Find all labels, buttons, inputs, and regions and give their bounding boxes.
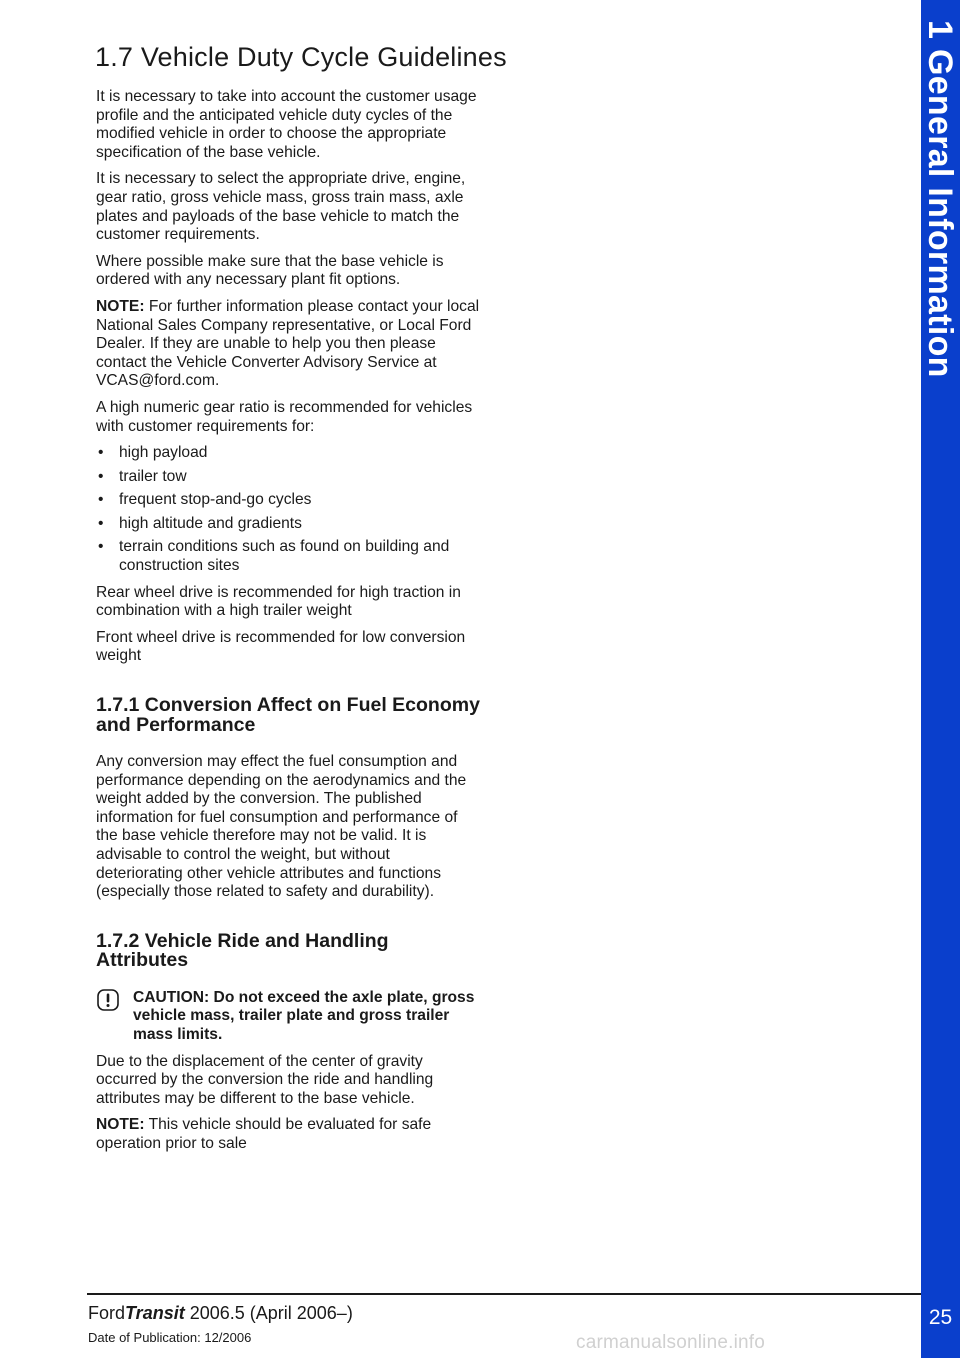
paragraph: Rear wheel drive is recommended for high traction in combination with a high trailer weight bbox=[96, 583, 461, 620]
caution-icon bbox=[97, 989, 117, 1009]
note-text: This vehicle should be evaluated for safe operation prior to sale bbox=[96, 1116, 432, 1152]
paragraph: Any conversion may effect the fuel consumption and performance depending on the aerodynamics and the weight added by the conversion. The published information for fuel consumption and performance of the base vehicle therefore may not be valid. It is advisable to control the weight, but without deteriorating other vehicle attributes and functions (especially those related to safety and durability). bbox=[96, 753, 467, 901]
section-heading-1-7-1: 1.7.1 Conversion Affect on Fuel Economy and Performance bbox=[96, 694, 480, 736]
note-label: NOTE: bbox=[96, 1116, 145, 1134]
paragraph: Where possible make sure that the base vehicle is ordered with any necessary plant fit options. bbox=[96, 252, 444, 289]
note-contact bbox=[96, 298, 480, 391]
page-title: 1.7 Vehicle Duty Cycle Guidelines bbox=[95, 42, 507, 72]
page-number: 25 bbox=[928, 1306, 953, 1329]
list-item: • high payload bbox=[96, 444, 480, 463]
watermark: carmanualsonline.info bbox=[576, 1332, 766, 1353]
requirements-list bbox=[96, 444, 480, 576]
section-heading-1-7-2: 1.7.2 Vehicle Ride and Handling Attributes bbox=[96, 929, 389, 972]
footer-brand-name: Ford bbox=[88, 1303, 126, 1323]
footer-brand bbox=[88, 1303, 353, 1324]
list-item: • trailer tow bbox=[96, 468, 480, 487]
list-item: • frequent stop-and-go cycles bbox=[96, 491, 480, 510]
footer-divider bbox=[87, 1293, 921, 1295]
paragraph: Due to the displacement of the center of gravity occurred by the conversion the ride and handling attributes may be different to the base vehicle. bbox=[96, 1052, 434, 1107]
caution-text: CAUTION: Do not exceed the axle plate, gross vehicle mass, trailer plate and gross trailer mass limits. bbox=[133, 988, 475, 1043]
chapter-title: 1 General Information bbox=[921, 20, 959, 378]
footer-edition: 2006.5 (April 2006–) bbox=[184, 1303, 353, 1323]
paragraph: It is necessary to select the appropriate drive, engine, gear ratio, gross vehicle mass, gross train mass, axle plates and payloads of the base vehicle to match the customer requirements. bbox=[96, 170, 466, 244]
list-item: • high altitude and gradients bbox=[96, 515, 480, 534]
paragraph: Front wheel drive is recommended for low conversion weight bbox=[96, 628, 466, 665]
caution-box bbox=[96, 989, 480, 1045]
note-label: NOTE: bbox=[96, 297, 145, 315]
list-item: • terrain conditions such as found on building and construction sites bbox=[96, 538, 480, 575]
main-content bbox=[96, 88, 480, 1162]
footer-model: Transit bbox=[125, 1303, 185, 1323]
publication-date: Date of Publication: 12/2006 bbox=[88, 1330, 252, 1345]
paragraph: It is necessary to take into account the customer usage profile and the anticipated vehicle duty cycles of the modified vehicle in order to choose the appropriate specification of the base vehicle. bbox=[96, 88, 477, 161]
note-evaluation bbox=[96, 1116, 480, 1153]
note-text: For further information please contact your local National Sales Company representative, or Local Ford Dealer. If they are unable to help you then please contact the Vehicle Converter Advisory Service at VCAS@ford.com. bbox=[96, 297, 480, 390]
paragraph: A high numeric gear ratio is recommended for vehicles with customer requirements for: bbox=[96, 398, 473, 435]
